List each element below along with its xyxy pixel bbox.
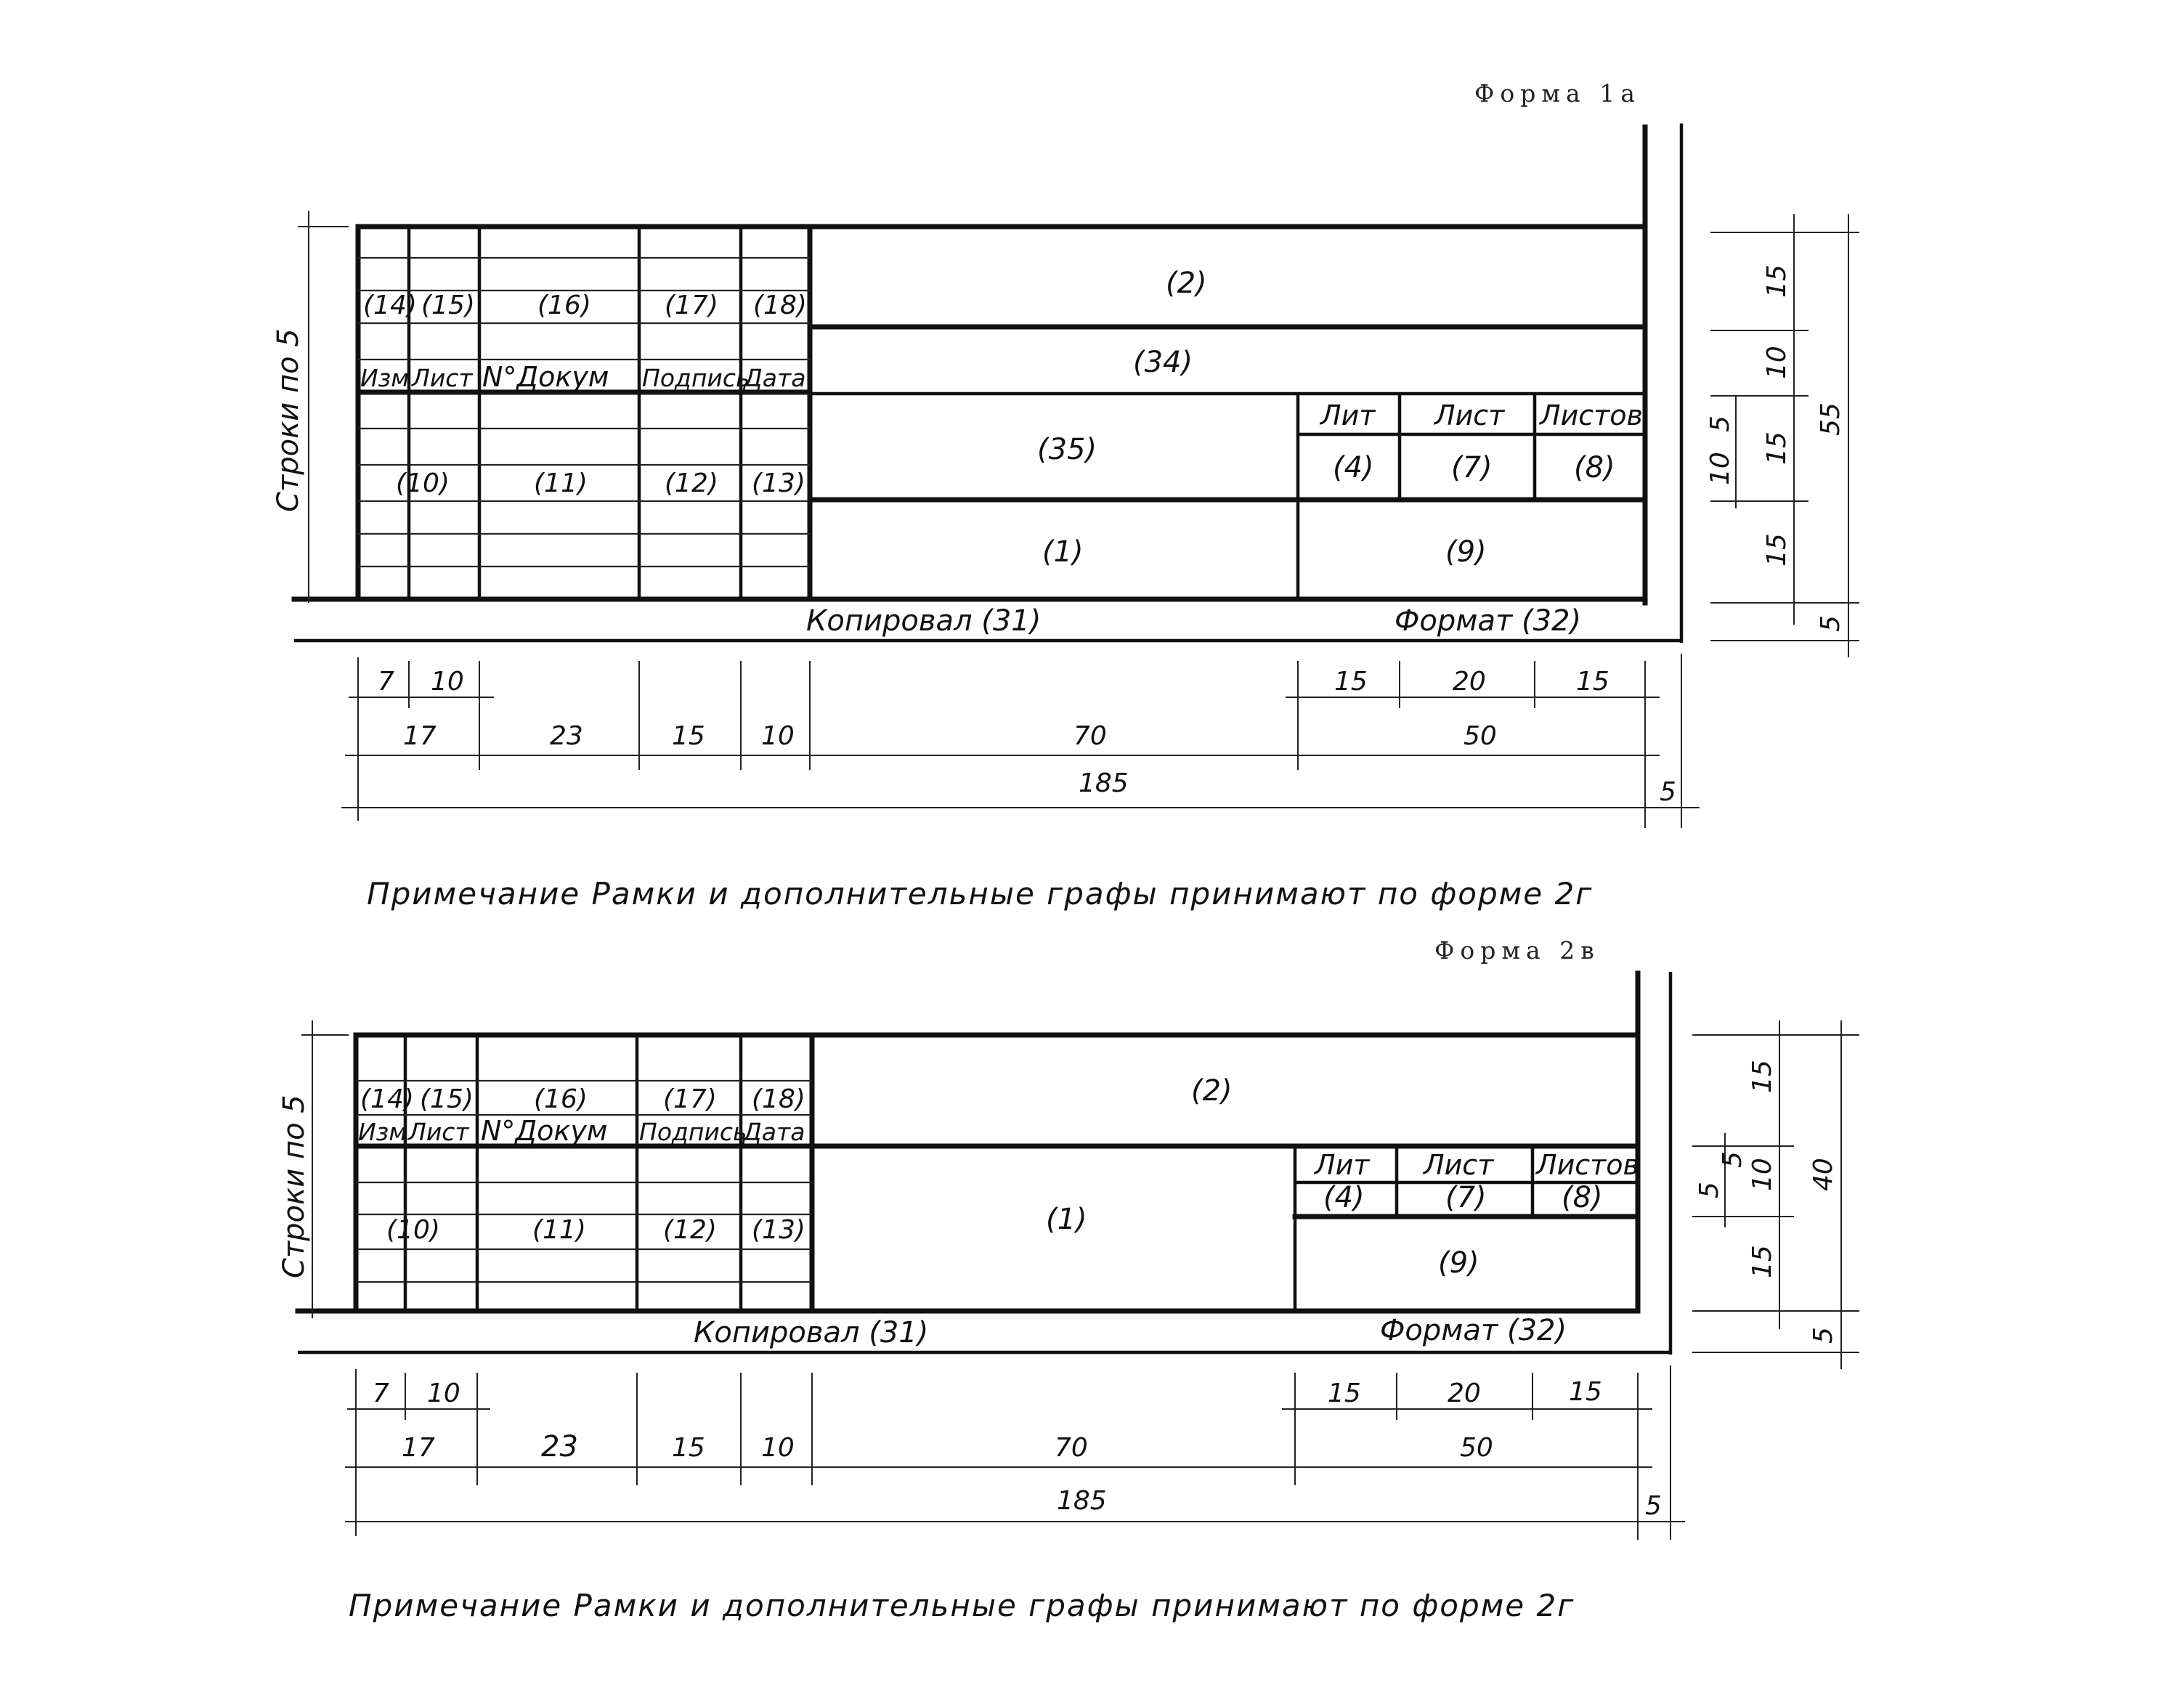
cell-16: (16) xyxy=(534,1084,588,1114)
cell-15: (15) xyxy=(421,291,475,320)
cell-18: (18) xyxy=(752,1084,805,1114)
dim-r5b: 5 xyxy=(1694,1182,1724,1198)
field-8: (8) xyxy=(1574,451,1615,484)
dim-r55: 55 xyxy=(1816,402,1846,436)
hdr-izm: Изм xyxy=(358,1118,407,1146)
dim-17: 17 xyxy=(403,721,437,751)
form-1a-title: Форма 1а xyxy=(1474,79,1641,107)
cell-10: (10) xyxy=(396,468,450,498)
field-1: (1) xyxy=(1046,1203,1087,1236)
dim-15r: 15 xyxy=(1334,667,1368,697)
dim-r15b: 15 xyxy=(1762,431,1792,465)
dim-185: 185 xyxy=(1057,1486,1107,1516)
cell-13: (13) xyxy=(752,1215,805,1245)
cell-17: (17) xyxy=(665,291,718,320)
kopiroval: Копировал (31) xyxy=(694,1316,929,1349)
hdr-podpis: Подпись xyxy=(639,1118,747,1146)
cell-15: (15) xyxy=(420,1084,474,1114)
cell-10: (10) xyxy=(386,1215,440,1245)
dim-r5a: 5 xyxy=(1718,1151,1747,1168)
dim-15r2: 15 xyxy=(1569,1377,1602,1407)
dim-50: 50 xyxy=(1460,1433,1493,1463)
field-2: (2) xyxy=(1191,1074,1233,1108)
field-4: (4) xyxy=(1333,451,1374,484)
dim-185: 185 xyxy=(1079,768,1129,798)
dim-23: 23 xyxy=(550,721,583,751)
form-2v-title: Форма 2в xyxy=(1434,936,1600,965)
hdr-lit: Лит xyxy=(1320,399,1376,431)
dim-10: 10 xyxy=(427,1379,460,1408)
dim-20r: 20 xyxy=(1448,1379,1481,1408)
field-35: (35) xyxy=(1037,433,1097,466)
note: Примечание Рамки и дополнительные графы принимают по форме 2г xyxy=(349,1588,1575,1623)
form-2v xyxy=(277,936,1859,1623)
dim-70: 70 xyxy=(1073,721,1107,751)
format: Формат (32) xyxy=(1380,1314,1567,1347)
cell-12: (12) xyxy=(663,1215,717,1245)
cell-11: (11) xyxy=(534,468,588,498)
dim-15: 15 xyxy=(672,721,705,751)
kopiroval: Копировал (31) xyxy=(806,604,1042,638)
hdr-list: Лист xyxy=(408,1118,469,1146)
note: Примечание Рамки и дополнительные графы принимают по форме 2г xyxy=(367,876,1594,912)
dim-15: 15 xyxy=(672,1433,705,1463)
dim-r15a: 15 xyxy=(1762,264,1792,298)
dim-15r: 15 xyxy=(1328,1379,1361,1408)
dim-r5b: 5 xyxy=(1816,615,1846,632)
field-8: (8) xyxy=(1562,1181,1603,1214)
side-label: Строки по 5 xyxy=(272,328,305,512)
field-2: (2) xyxy=(1166,267,1207,300)
dim-10b: 10 xyxy=(761,721,795,751)
dim-70: 70 xyxy=(1055,1433,1088,1463)
hdr-list: Лист xyxy=(412,364,473,392)
hdr-list-right: Лист xyxy=(1424,1149,1494,1181)
field-7: (7) xyxy=(1451,451,1493,484)
format: Формат (32) xyxy=(1395,604,1582,638)
dim-5: 5 xyxy=(1660,777,1676,807)
dim-17: 17 xyxy=(402,1433,435,1463)
dim-r15a: 15 xyxy=(1747,1060,1777,1093)
dim-r10: 10 xyxy=(1747,1158,1777,1191)
dim-7: 7 xyxy=(378,667,394,697)
cell-14: (14) xyxy=(360,1084,414,1114)
field-7: (7) xyxy=(1445,1181,1487,1214)
hdr-dokum: N°Докум xyxy=(482,361,609,393)
cell-13: (13) xyxy=(752,468,805,498)
dim-r40: 40 xyxy=(1809,1158,1838,1191)
bottom-dimensions xyxy=(345,1365,1685,1540)
right-dimensions xyxy=(1692,1020,1859,1369)
dim-r10b: 10 xyxy=(1705,452,1735,485)
field-4: (4) xyxy=(1323,1181,1365,1214)
dim-50: 50 xyxy=(1464,721,1497,751)
hdr-lit: Лит xyxy=(1315,1149,1370,1181)
hdr-dokum: N°Докум xyxy=(481,1115,608,1147)
hdr-listov: Листов xyxy=(1536,1149,1639,1181)
field-9: (9) xyxy=(1445,535,1487,569)
cell-11: (11) xyxy=(532,1215,586,1245)
dim-r15c: 15 xyxy=(1762,533,1792,567)
field-1: (1) xyxy=(1042,535,1084,569)
cell-12: (12) xyxy=(665,468,718,498)
hdr-data: Дата xyxy=(743,1118,805,1146)
dim-r5: 5 xyxy=(1705,415,1735,432)
dim-5: 5 xyxy=(1645,1491,1662,1521)
hdr-podpis: Подпись xyxy=(642,364,750,392)
dim-r15b: 15 xyxy=(1747,1245,1777,1278)
dim-7: 7 xyxy=(373,1379,389,1408)
side-label: Строки по 5 xyxy=(277,1095,311,1278)
hdr-listov: Листов xyxy=(1540,399,1643,431)
right-dimensions xyxy=(1705,214,1859,657)
field-34: (34) xyxy=(1133,346,1193,379)
cell-16: (16) xyxy=(537,291,591,320)
form-1a xyxy=(272,79,1859,912)
dim-r5c: 5 xyxy=(1809,1327,1838,1344)
dim-10b: 10 xyxy=(761,1433,795,1463)
cell-18: (18) xyxy=(753,291,807,320)
dim-15r2: 15 xyxy=(1576,667,1609,697)
hdr-list-right: Лист xyxy=(1434,399,1505,431)
hdr-izm: Изм xyxy=(360,364,410,392)
dim-23: 23 xyxy=(541,1430,578,1463)
field-9: (9) xyxy=(1438,1246,1479,1280)
cell-14: (14) xyxy=(363,291,417,320)
dim-20r: 20 xyxy=(1453,667,1486,697)
dim-10: 10 xyxy=(431,667,464,697)
hdr-data: Дата xyxy=(744,364,806,392)
dim-r10: 10 xyxy=(1762,346,1792,379)
bottom-dimensions xyxy=(341,654,1700,828)
cell-17: (17) xyxy=(663,1084,717,1114)
